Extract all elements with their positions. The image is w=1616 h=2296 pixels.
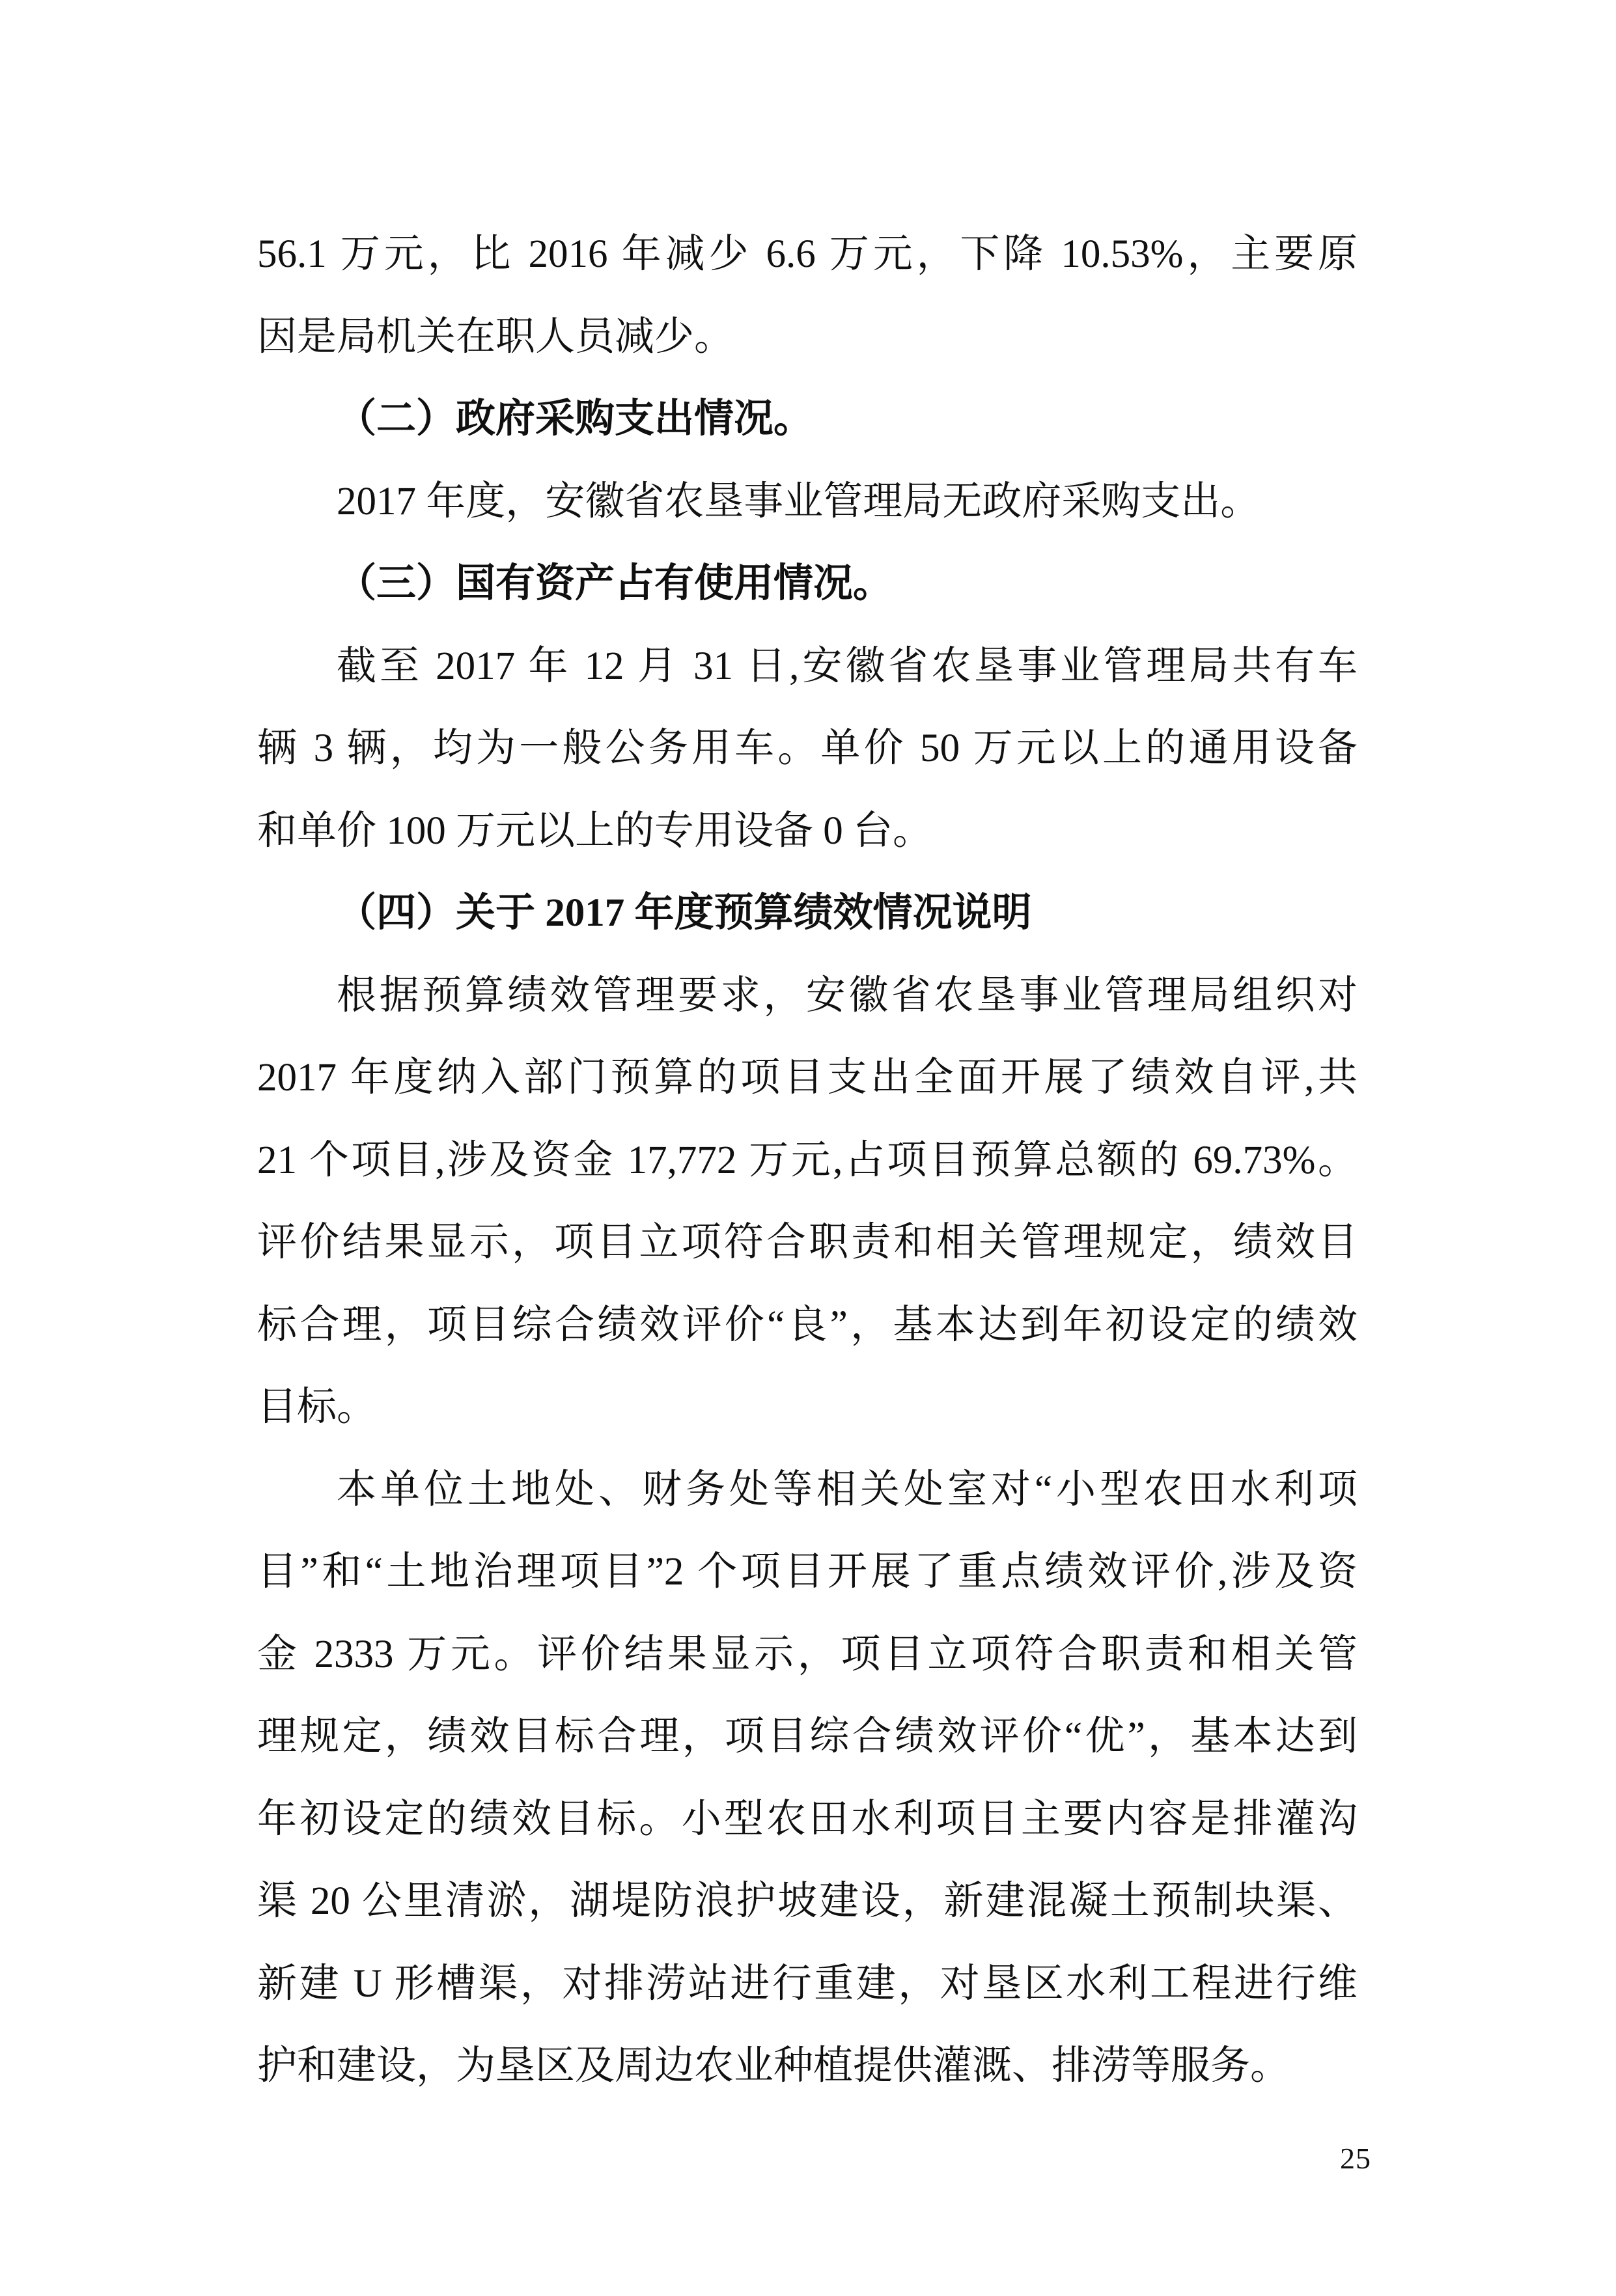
body-line: 年初设定的绩效目标。小型农田水利项目主要内容是排灌沟 [257,1797,1358,1841]
body-line: 目”和“土地治理项目”2 个项目开展了重点绩效评价,涉及资 [257,1550,1358,1594]
body-line: 本单位土地处、财务处等相关处室对“小型农田水利项 [337,1467,1358,1512]
body-line: 金 2333 万元。评价结果显示，项目立项符合职责和相关管 [257,1632,1358,1676]
body-line: 标合理，项目综合绩效评价“良”，基本达到年初设定的绩效 [257,1303,1358,1347]
body-line: 新建 U 形槽渠，对排涝站进行重建，对垦区水利工程进行维 [257,1961,1358,2006]
body-line: 理规定，绩效目标合理，项目综合绩效评价“优”，基本达到 [257,1715,1358,1758]
document-body [257,214,1358,2108]
section-heading: （四）关于 2017 年度预算绩效情况说明 [337,891,1032,935]
body-line: 56.1 万元，比 2016 年减少 6.6 万元，下降 10.53%，主要原 [257,232,1358,276]
body-line: 和单价 100 万元以上的专用设备 0 台。 [257,809,933,853]
page-number: 25 [1340,2142,1371,2175]
body-line: 目标。 [257,1385,377,1429]
body-line: 因是局机关在职人员减少。 [257,314,734,359]
body-line: 截至 2017 年 12 月 31 日,安徽省农垦事业管理局共有车 [337,644,1358,688]
body-line: 护和建设，为垦区及周边农业种植提供灌溉、排涝等服务。 [257,2044,1290,2088]
body-line: 渠 20 公里清淤，湖堤防浪护坡建设，新建混凝土预制块渠、 [257,1879,1358,1923]
body-line: 2017 年度纳入部门预算的项目支出全面开展了绩效自评,共 [257,1056,1358,1100]
section-heading: （三）国有资产占有使用情况。 [337,562,893,605]
section-heading: （二）政府采购支出情况。 [337,397,814,441]
body-line: 辆 3 辆，均为一般公务用车。单价 50 万元以上的通用设备 [257,726,1358,770]
body-line: 2017 年度，安徽省农垦事业管理局无政府采购支出。 [337,479,1261,523]
body-line: 根据预算绩效管理要求，安徽省农垦事业管理局组织对 [337,973,1358,1017]
body-line: 21 个项目,涉及资金 17,772 万元,占项目预算总额的 69.73%。 [257,1138,1358,1182]
body-line: 评价结果显示，项目立项符合职责和相关管理规定，绩效目 [257,1221,1358,1264]
